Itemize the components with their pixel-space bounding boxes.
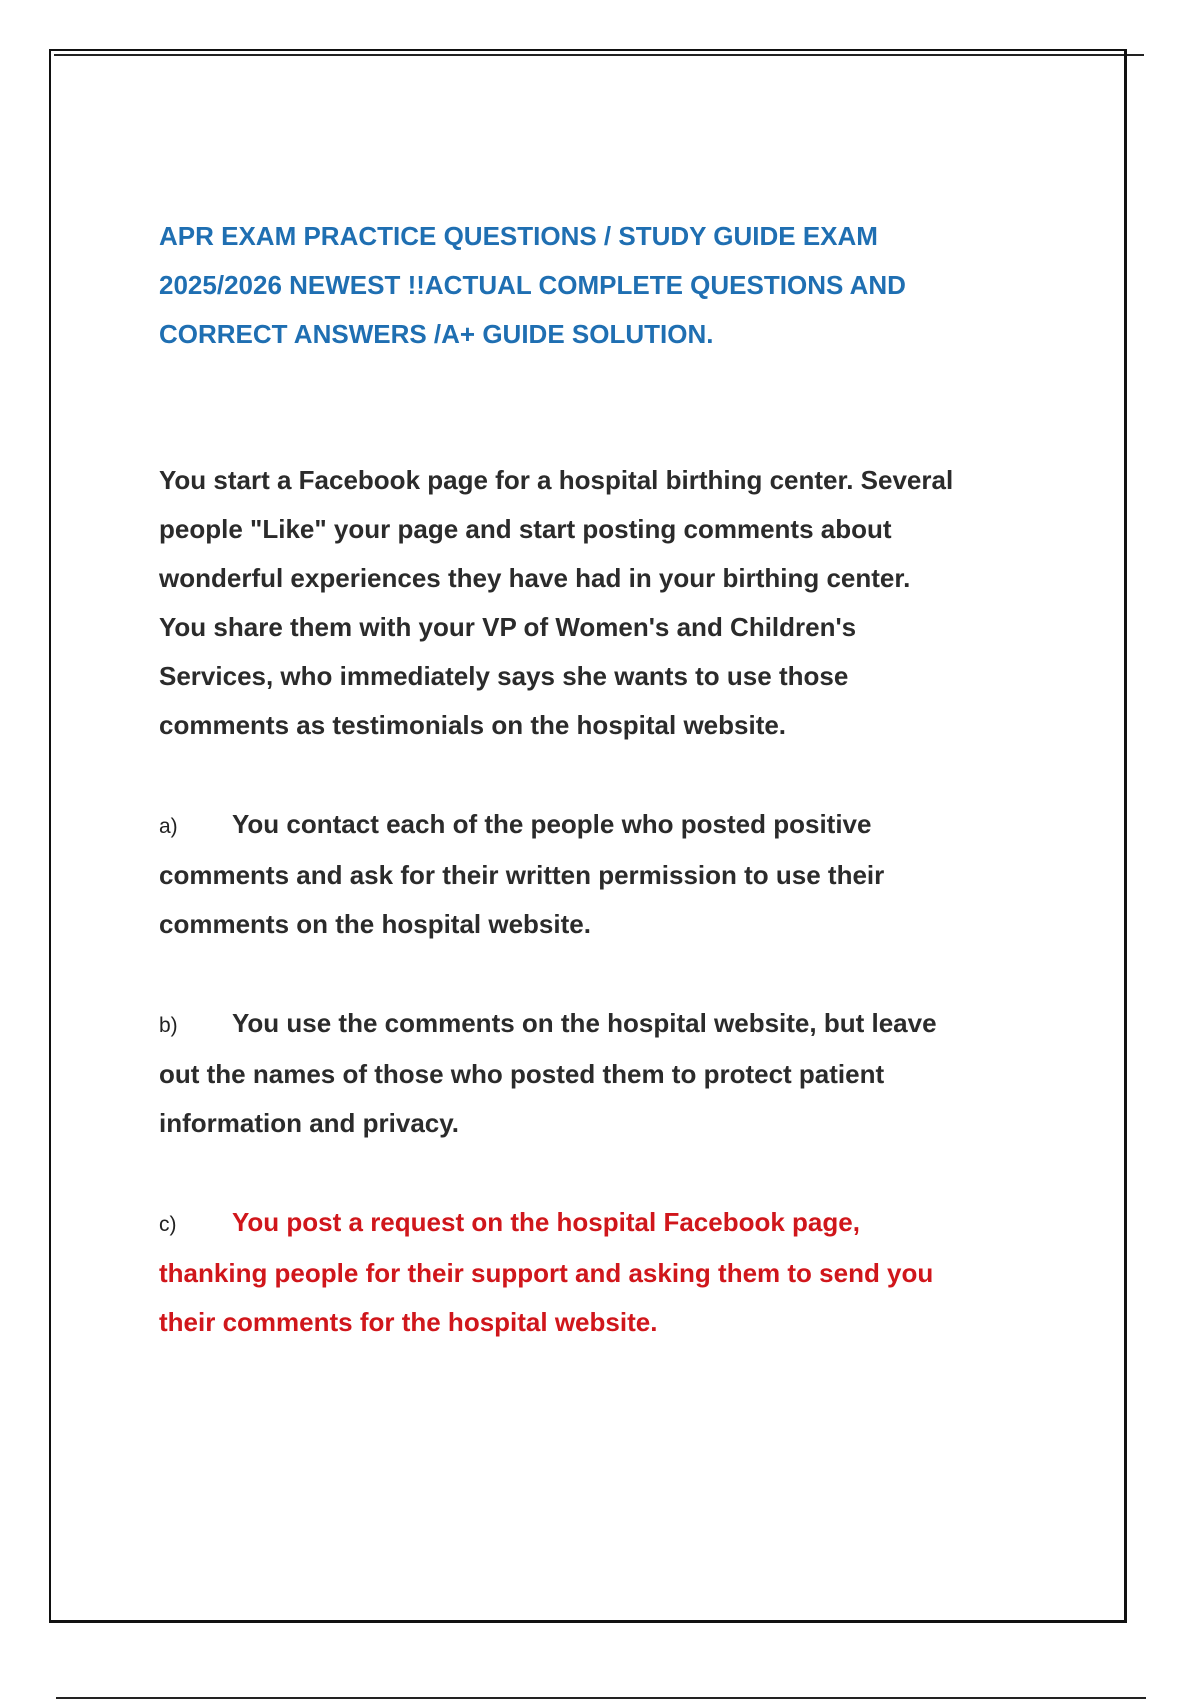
question-line: Services, who immediately says she wants to use those: [159, 661, 849, 691]
answer-option-a: [159, 800, 1039, 949]
option-marker: a): [159, 815, 178, 838]
option-line: comments and ask for their written permission to use their: [159, 860, 885, 890]
option-marker: c): [159, 1213, 177, 1236]
answer-option-c-correct: [159, 1198, 1039, 1347]
option-line: You contact each of the people who posted positive: [232, 809, 872, 839]
option-line: You post a request on the hospital Facebook page,: [232, 1207, 860, 1237]
option-line: You use the comments on the hospital website, but leave: [232, 1008, 937, 1038]
title-line: 2025/2026 NEWEST !!ACTUAL COMPLETE QUESTIONS AND: [159, 270, 906, 300]
option-line: information and privacy.: [159, 1108, 460, 1138]
question-line: comments as testimonials on the hospital website.: [159, 710, 787, 740]
question-line: You start a Facebook page for a hospital birthing center. Several: [159, 465, 954, 495]
option-line: out the names of those who posted them to protect patient: [159, 1059, 885, 1089]
option-line: thanking people for their support and asking them to send you: [159, 1258, 934, 1288]
question-line: people "Like" your page and start posting comments about: [159, 514, 892, 544]
document-title: [159, 212, 1039, 359]
title-line: APR EXAM PRACTICE QUESTIONS / STUDY GUIDE EXAM: [159, 221, 878, 251]
option-line: comments on the hospital website.: [159, 909, 591, 939]
question-text: [159, 456, 1039, 750]
title-line: CORRECT ANSWERS /A+ GUIDE SOLUTION.: [159, 319, 714, 349]
question-line: You share them with your VP of Women's and Children's: [159, 612, 857, 642]
option-line: their comments for the hospital website.: [159, 1307, 658, 1337]
question-line: wonderful experiences they have had in your birthing center.: [159, 563, 911, 593]
document-body: [159, 212, 1039, 1347]
option-marker: b): [159, 1014, 178, 1037]
bottom-rule: [56, 1697, 1146, 1699]
answer-option-b: [159, 999, 1039, 1148]
